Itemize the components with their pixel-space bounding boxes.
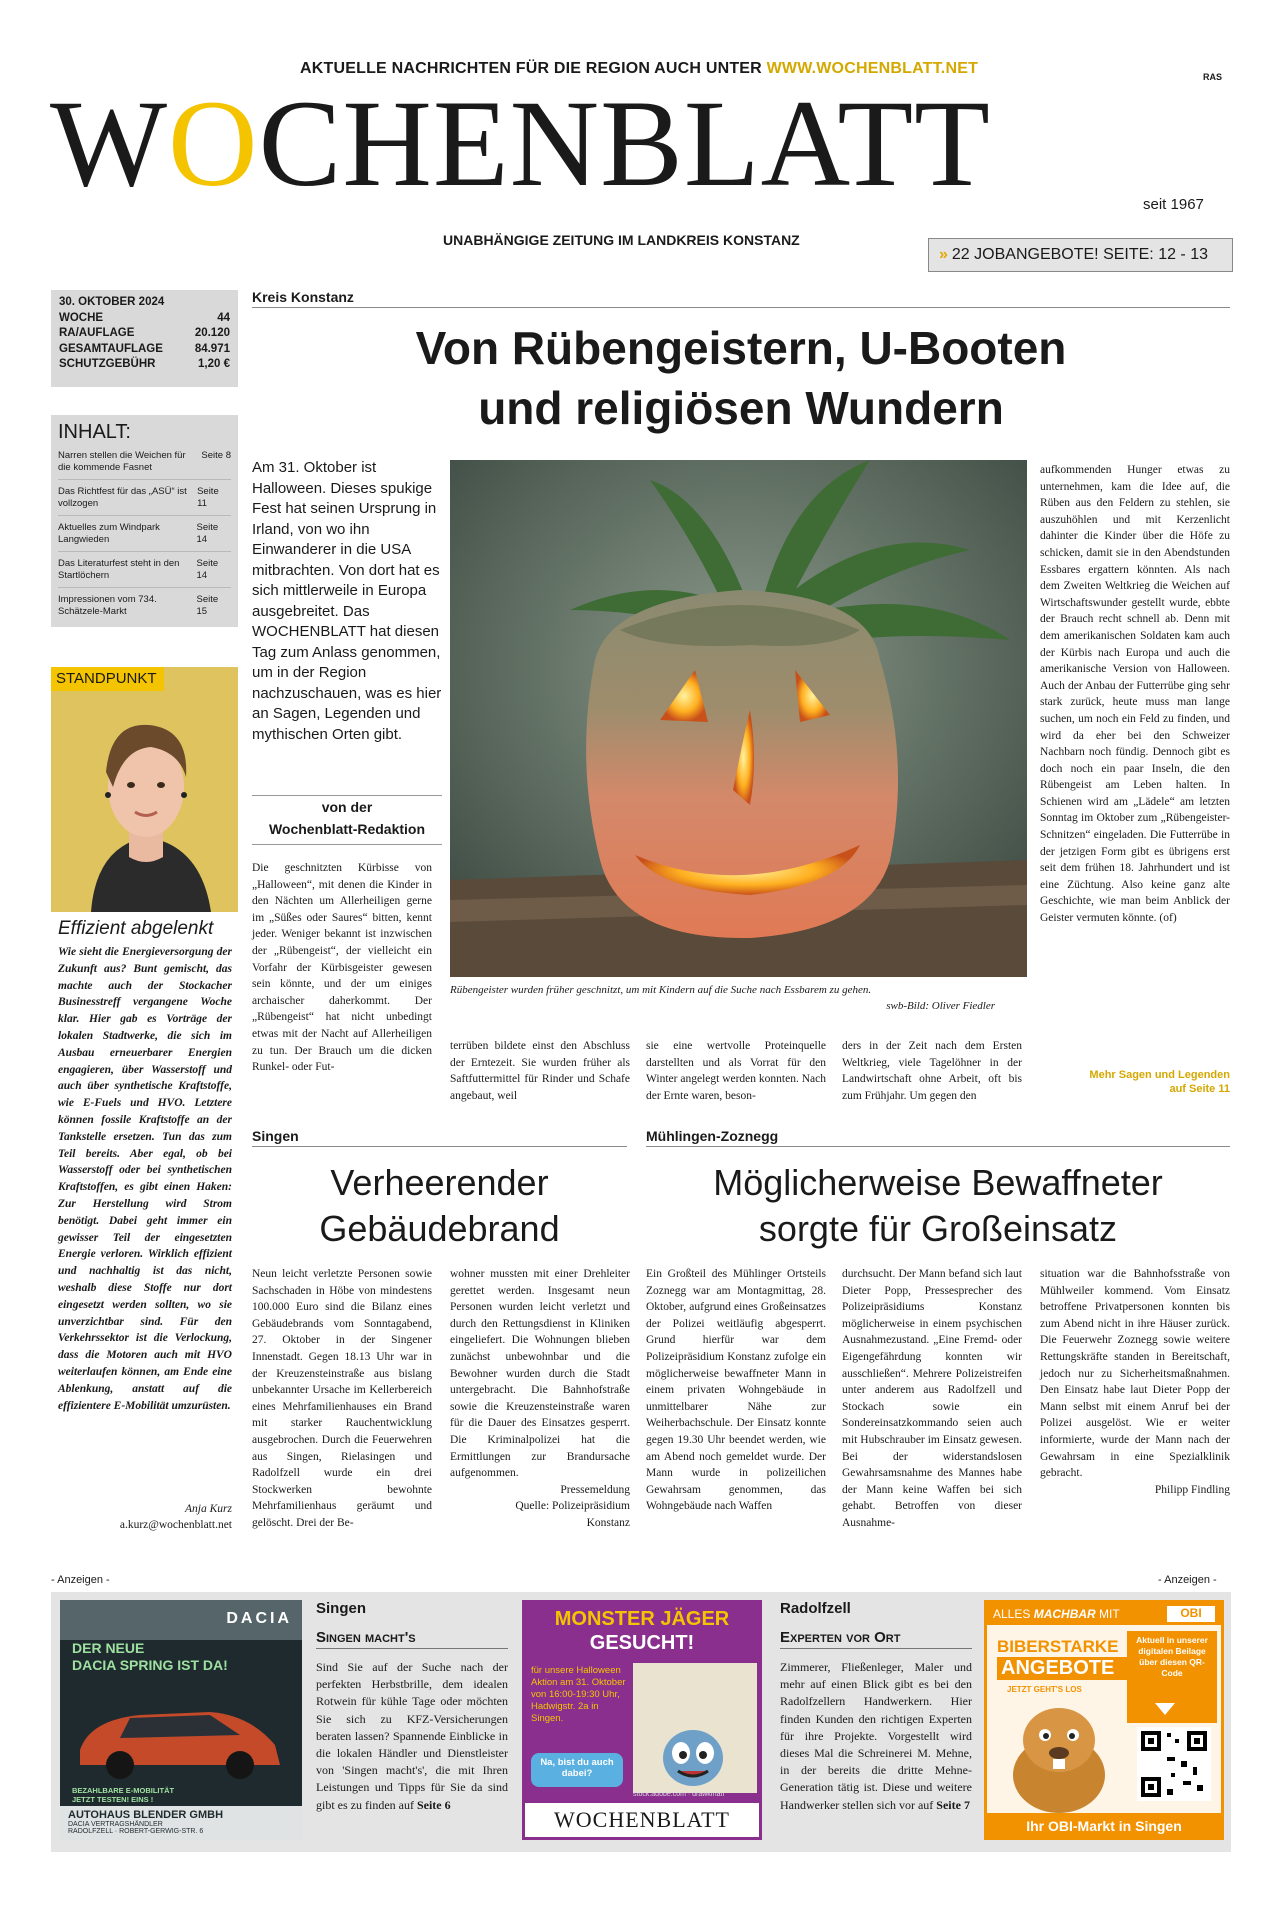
issue-info-row: WOCHE 44 — [59, 311, 230, 324]
contents-title: INHALT: — [58, 421, 131, 443]
ads-label-right: - Anzeigen - — [1158, 1574, 1217, 1586]
radolfzell-ad-title: Experten vor Ort — [780, 1629, 972, 1649]
newspaper-logo: WOCHENBLATT — [50, 75, 991, 212]
monster-hunter-ad[interactable]: MONSTER JÄGER GESUCHT! für unsere Halloween Aktion am 31. Oktober von 16:00-19:30 Uhr, Hadwigstr. 2a in Singen. Na, bist du auch dabei? stock.adobe.com · drawkman WOCHENBLATT — [522, 1600, 762, 1840]
contents-item[interactable]: Das Literaturfest steht in den Startlöchern Seite 14 — [58, 558, 231, 588]
issue-info-row: RA/AUFLAGE 20.120 — [59, 327, 230, 339]
lead-column-right: aufkommenden Hunger etwas zu unternehmen, kam die Idee auf, die Rüben aus den Feldern zu stehlen, sie auszuhöhlen und mit Kerzenlicht dahinter die Kinder über die Höfe zu schicken, damit sie in den Abendstunden Essbares ergattern könnten. Als nach dem Zweiten Weltkrieg die Weichen auf Wirtschaftswunder gestellt wurde, ebbte der Brauch recht schnell ab. Denn mit dem amerikanischen Soldaten kam auch der Kürbis nach Europa und auch die amerikanische Version von Halloween. Auch der Anbau der Futterrübe ging sehr stark zurück, heute muss man lange suchen, um noch ein Feld zu finden, und wird da eher bei den Schweizer Nachbarn noch fündig. Dennoch gibt es doch noch ein paar Inseln, die den Rübengeist am Leben halten. In Schienen wird am „Lädele“ am letzten Sonntag im Oktober zum „Rübengeister-Schnitzen“ eingeladen. Die Futterrübe in der jetzigen Form gibt es übrigens erst seit dem frühen 18. Jahrhundert und ist eine Züchtung. Also keine ganz alte Geschichte, wie man beim Anblick der Geister vermuten könnte. (of) — [1040, 464, 1230, 925]
issue-date: 30. OKTOBER 2024 — [59, 296, 165, 308]
arrow-down-icon — [1155, 1703, 1175, 1715]
photo-credit: swb-Bild: Oliver Fiedler — [886, 1000, 995, 1012]
opinion-text: Wie sieht die Energieversorgung der Zukunft aus? Bunt gemischt, das machte auch der Stockacher Businesstreff vergangene Woche klar. Hier gab es Vorträge der lokalen Stadtwerke, die sich im Ausbau erneuerbarer Energien engagieren, über Wasserstoff und auch über synthetische Kraftstoffe, wie E-Fuels und HVO. Letztere können fossile Kraftstoffe an der Tankstelle ersetzen. Tun das zum Teil bereits. Aber egal, ob bei Wasserstoff oder bei synthetischen Kraftstoffen, es gibt einen Haken: Zur Herstellung wird Strom benötigt. Dabei geht immer ein gewisser Teil der eingesetzten Energie verloren. Wirklich effizient und nachhaltig ist das nicht, weshalb diese Stoffe nur dort eingesetzt werden sollten, wo sie unverzichtbar sind. Für den Verkehrssektor ist die Verlockung, dass die Motoren auch mit HVO weiterlaufen können, am Ende eine Ablenkung, anstatt auf die effizientere E-Mobilität umzurüsten. — [58, 946, 232, 1412]
dacia-ad[interactable]: DACIA DER NEUE DACIA SPRING IST DA! BEZAHLBARE E-MOBILITÄT JETZT TESTEN! EINS ! AUTOHAUS BLENDER GMBH DACIA VERTRAGSHÄNDLER RADOLFZELL · ROBERT-GERWIG-STR. 6 — [60, 1600, 302, 1840]
radolfzell-ad-text: Radolfzell Experten vor Ort Zimmerer, Fließenleger, Maler und mehr auf einen Blick gibt es bei den Radolfzellern Handwerkern. Hier finden Kunden den richtigen Experten für ihre Projekte. Vorgestellt wird dieses Mal die Schreinerei M. Mehne, in der bereits die dritte Mehne-Generation tätig ist. Diese und weitere Handwerker stellen sich vor auf Seite 7 — [780, 1600, 972, 1812]
opinion-title: Effizient abgelenkt — [58, 918, 214, 939]
lead-photo-turnip-ghost — [450, 460, 1027, 977]
obi-ad[interactable]: ALLES MACHBAR MIT OBI BIBERSTARKE ANGEBOTE JETZT GEHT'S LOS Aktuell in unserer digitalen Beilage über diesen QR-Code Ihr OBI-Markt in Singen — [984, 1600, 1224, 1840]
wochenblatt-ad-logo: WOCHENBLATT — [525, 1803, 759, 1837]
singen-ad-text: Singen Singen macht's Sind Sie auf der Suche nach der perfekten Herbstbrille, dem idealen Rotwein für kühle Tage oder möchten Sie sich zu KFZ-Versicherungen beraten lassen? Spannende Einblicke in die lokalen Händler und Dienstleister von 'Singen macht's', die mit Ihren Leistungen und Tipps für Sie da sind gibt es zu finden auf Seite 6 — [316, 1600, 508, 1812]
author-photo — [51, 667, 238, 912]
opinion-label: STANDPUNKT — [51, 667, 164, 691]
singen-column-2: wohner mussten mit einer Drehleiter gerettet werden. Insgesamt neun Personen wurden leicht verletzt und durch den Rettungsdienst in Kliniken eingeliefert. Die Wohnungen blieben zunächst unbewohnbar und die Bewohner wurden durch die Stadt untergebracht. Die Bahnhofstraße sowie die Kreuzensteinstraße waren für die Dauer des Einsatzes gesperrt. Die Kriminalpolizei hat die Ermittlungen zur Brandursache aufgenommen. Pressemeldung Quelle: Polizeipräsidium Konstanz — [450, 1268, 630, 1529]
section-singen: Singen — [252, 1128, 627, 1147]
job-offers-box[interactable] — [928, 238, 1233, 272]
obi-qr-text: Aktuell in unserer digitalen Beilage über diesen QR-Code — [1127, 1631, 1217, 1723]
chevron-right-icon: » — [939, 246, 948, 263]
radolfzell-ad-section: Radolfzell — [780, 1600, 851, 1617]
obi-bottom-text: Ihr OBI-Markt in Singen — [1026, 1818, 1182, 1834]
more-legends-link[interactable]: Mehr Sagen und Legenden auf Seite 11 — [1089, 1069, 1230, 1095]
speech-bubble: Na, bist du auch dabei? — [531, 1753, 623, 1787]
singen-headline: Verheerender Gebäudebrand — [319, 1162, 560, 1249]
topline-text: AKTUELLE NACHRICHTEN FÜR DIE REGION AUCH UNTER — [300, 60, 762, 77]
qr-code-icon[interactable] — [1137, 1727, 1211, 1801]
singen-column-1: Neun leicht verletzte Personen sowie Sachschaden in Höbe von mindestens 100.000 Euro sind die Bilanz eines Gebäudebrands vom Sonntagabend, 27. Oktober in der Singener Innenstadt. Gegen 18.13 Uhr war in der Kreuzensteinstraße aus bislang unbekannter Ursache im Kellerbereich eines Mehrfamilienhauses ein Brand mit starker Rauchentwicklung ausgebrochen. Durch die Feuerwehren aus Singen, Rielasingen und Radolfzell wurde ein drei Stockwerken bewohnte Mehrfamilienhaus geräumt und gelöscht. Drei der Be- — [252, 1268, 432, 1529]
car-icon — [70, 1690, 292, 1780]
lead-column-3: sie eine wertvolle Proteinquelle darstellten und als Vorrat für den Winter angelegt werden konnten. Nach der Ernte waren, beson- — [646, 1040, 826, 1102]
lead-column-2: terrüben bildete einst den Abschluss der Erntezeit. Sie wurden früher als Saftfuttermittel für Rinder und Schafe angebaut, weil — [450, 1040, 630, 1102]
opinion-author — [58, 1501, 232, 1533]
author-email[interactable]: a.kurz@wochenblatt.net — [119, 1519, 232, 1531]
since-label: seit 1967 — [1143, 196, 1204, 213]
author-name: Anja Kurz — [185, 1503, 232, 1515]
contents-item[interactable]: Narren stellen die Weichen für die kommende Fasnet Seite 8 — [58, 450, 231, 480]
muehlingen-column-2: durchsucht. Der Mann befand sich laut Dieter Popp, Pressesprecher des Polizeipräsidiums Konstanz möglicherweise in einem psychischen Ausnahmezustand. „Eine Fremd- oder Eigengefährdung konnten wir ausschließen“. Mehrere Polizeistreifen unter anderem aus Radolfzell und Stockach sowie ein Sondereinsatzkommando seien auch mit Hubschrauber im Einsatz gewesen. Bei der widerstandslosen Gewahrsamsnahme des Mannes habe der Mann keine Waffen bei sich gehabt. Betroffen von dieser Ausnahme- — [842, 1268, 1022, 1529]
masthead-subline: UNABHÄNGIGE ZEITUNG IM LANDKREIS KONSTANZ — [443, 232, 800, 248]
obi-logo: OBI — [1167, 1606, 1215, 1622]
edition-code: RAS — [1203, 72, 1223, 82]
lead-column-4: ders in der Zeit nach dem Ersten Weltkrieg, viele Tagelöhner in der Landwirtschaft ohne Arbeit, oft bis zum Frühjahr. Um gegen den — [842, 1040, 1022, 1102]
muehlingen-column-1: Ein Großteil des Mühlinger Ortsteils Zoznegg war am Montagmittag, 28. Oktober, aufgrund eines Großeinsatzes der Polizei weitläufig abgesperrt. Grund hierfür war dem Polizeipräsidium Konstanz zufolge ein möglicherweise bewaffneter Mann in einem privaten Wohngebäude in unmittelbarer Nähe zur Weiherbachschule. Der Einsatz konnte gegen 19.30 Uhr beendet werden, wie am Abend noch gemeldet wurde. Der Mann wurde in polizeilichen Gewahrsam genommen, das Wohngebäude nach Waffen — [646, 1268, 826, 1513]
monster-icon — [633, 1663, 757, 1793]
singen-ad-section: Singen — [316, 1600, 367, 1617]
issue-info-row: SCHUTZGEBÜHR 1,20 € — [59, 358, 230, 370]
lead-photo-caption: Rübengeister wurden früher geschnitzt, um mit Kindern auf die Suche nach Essbarem zu gehen. swb-Bild: Oliver Fiedler — [450, 984, 995, 1012]
singen-ad-title: Singen macht's — [316, 1629, 508, 1649]
issue-info-row: GESAMTAUFLAGE 84.971 — [59, 342, 230, 355]
ads-label-left: - Anzeigen - — [51, 1574, 110, 1586]
beaver-icon — [997, 1695, 1122, 1813]
issue-info-box — [51, 290, 238, 387]
muehlingen-author: Philipp Findling — [1154, 1483, 1230, 1496]
dacia-logo: DACIA — [226, 1610, 292, 1627]
lead-byline: von der Wochenblatt-Redaktion — [252, 795, 442, 845]
website-link[interactable]: WWW.WOCHENBLATT.NET — [766, 60, 979, 77]
lead-headline: Von Rübengeistern, U-Booten und religiösen Wundern — [415, 322, 1067, 434]
muehlingen-headline: Möglicherweise Bewaffneter sorgte für Großeinsatz — [713, 1162, 1163, 1249]
contents-item[interactable]: Impressionen vom 734. Schätzele-Markt Seite 15 — [58, 594, 219, 617]
section-kreis-konstanz: Kreis Konstanz — [252, 289, 1230, 308]
muehlingen-column-3: situation war die Bahnhofsstraße von Mühlweiler kommend. Vom Einsatz betroffene Privatpersonen konnten bis zum Abend nicht in ihre Häuser zurück. Die Feuerwehr Zoznegg sowie weitere Rettungskräfte standen in Bereitschaft, jedoch nur zu Sicherheitsmaßnahmen. Den Einsatz habe laut Dieter Popp der Mann selbst mit einem Anruf bei der Polizei ausgelöst. Wie er weiter informierte, wurde der Mann nach der Gewahrsam in eine Spezialklinik gebracht. Philipp Findling — [1040, 1266, 1230, 1498]
contents-box — [51, 415, 238, 627]
lead-intro: Am 31. Oktober ist Halloween. Dieses spukige Fest hat seinen Ursprung in Irland, von wo ihn Einwanderer in die USA mitbrachten. Von dort hat es sich mittlerweile in Europa ausgebreitet. Das WOCHENBLATT hat diesen Tag zum Anlass genommen, um in der Region nachzuschauen, was es hier an Sagen, Legenden und mythischen Orten gibt. — [252, 459, 442, 743]
contents-item[interactable]: Aktuelles zum Windpark Langwieden Seite 14 — [58, 522, 231, 552]
section-muehlingen: Mühlingen-Zoznegg — [646, 1128, 1230, 1147]
job-offers-text: 22 JOBANGEBOTE! SEITE: 12 - 13 — [951, 246, 1208, 263]
radolfzell-ad-page-link[interactable]: Seite 7 — [936, 1797, 970, 1812]
singen-ad-page-link[interactable]: Seite 6 — [416, 1797, 451, 1812]
lead-column-1: Die geschnitzten Kürbisse von „Halloween“, mit denen die Kinder in den Nächten um Allerheiligen gerne im „Süßes oder Saures“ bitten, kennt jeder. Weniger bekannt ist inzwischen der „Rübengeist“, der vielleicht ein Vorfahr der Kürbisgeister gewesen sein könnte, und der um einiges archaischer daherkommt. Der „Rübengeist“ hat nicht unbedingt etwas mit der Nacht auf Allerheiligen zu tun. Der Brauch um die dicken Runkel- oder Fut- — [252, 862, 432, 1074]
contents-item[interactable]: Das Richtfest für das „ASÜ“ ist vollzogen Seite 11 — [58, 486, 231, 516]
